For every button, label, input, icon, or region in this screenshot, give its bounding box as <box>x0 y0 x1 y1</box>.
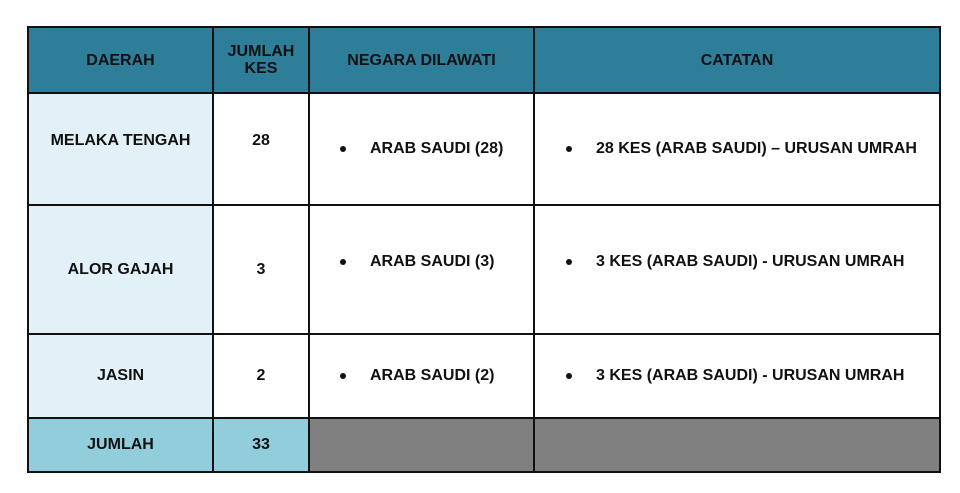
bullet-icon <box>566 146 572 152</box>
header-jumlah-kes-label: JUMLAH KES <box>227 43 295 77</box>
bullet-icon <box>566 373 572 379</box>
table-row-3-negara <box>310 335 533 417</box>
total-empty-catatan <box>535 419 939 471</box>
catatan-value: 3 KES (ARAB SAUDI) - URUSAN UMRAH <box>596 367 905 384</box>
header-jumlah-kes <box>214 28 308 92</box>
table-row-2-negara <box>310 206 533 333</box>
bullet-icon <box>340 259 346 265</box>
daerah-label: ALOR GAJAH <box>67 260 174 278</box>
header-daerah <box>29 28 212 92</box>
header-negara <box>310 28 533 92</box>
bullet-icon <box>566 259 572 265</box>
daerah-label: MELAKA TENGAH <box>50 132 191 149</box>
total-value-cell <box>214 419 308 471</box>
table-row-3-catatan <box>535 335 939 417</box>
header-daerah-label: DAERAH <box>86 51 155 69</box>
table-row-2-daerah <box>29 206 212 333</box>
bullet-icon <box>340 373 346 379</box>
bullet-icon <box>340 146 346 152</box>
jumlah-value: 2 <box>256 367 266 384</box>
catatan-value: 3 KES (ARAB SAUDI) - URUSAN UMRAH <box>596 252 905 270</box>
jumlah-value: 3 <box>256 260 266 278</box>
daerah-label: JASIN <box>96 367 145 384</box>
table-row-2-catatan <box>535 206 939 333</box>
header-catatan <box>535 28 939 92</box>
header-catatan-label: CATATAN <box>700 51 774 69</box>
total-empty-negara <box>310 419 533 471</box>
negara-value: ARAB SAUDI (3) <box>370 252 495 270</box>
table-row-1-catatan <box>535 94 939 204</box>
table-row-1-daerah <box>29 94 212 204</box>
table-row-3-jumlah <box>214 335 308 417</box>
table-row-3-daerah <box>29 335 212 417</box>
total-label-cell <box>29 419 212 471</box>
table-row-1-negara <box>310 94 533 204</box>
jumlah-value: 28 <box>252 132 270 149</box>
header-negara-label: NEGARA DILAWATI <box>347 51 496 69</box>
cases-table <box>27 26 941 473</box>
total-value: 33 <box>252 436 270 453</box>
table-row-1-jumlah <box>214 94 308 204</box>
table-row-2-jumlah <box>214 206 308 333</box>
catatan-value: 28 KES (ARAB SAUDI) – URUSAN UMRAH <box>596 140 917 157</box>
negara-value: ARAB SAUDI (2) <box>370 367 495 384</box>
total-label: JUMLAH <box>87 436 154 453</box>
negara-value: ARAB SAUDI (28) <box>370 140 504 157</box>
